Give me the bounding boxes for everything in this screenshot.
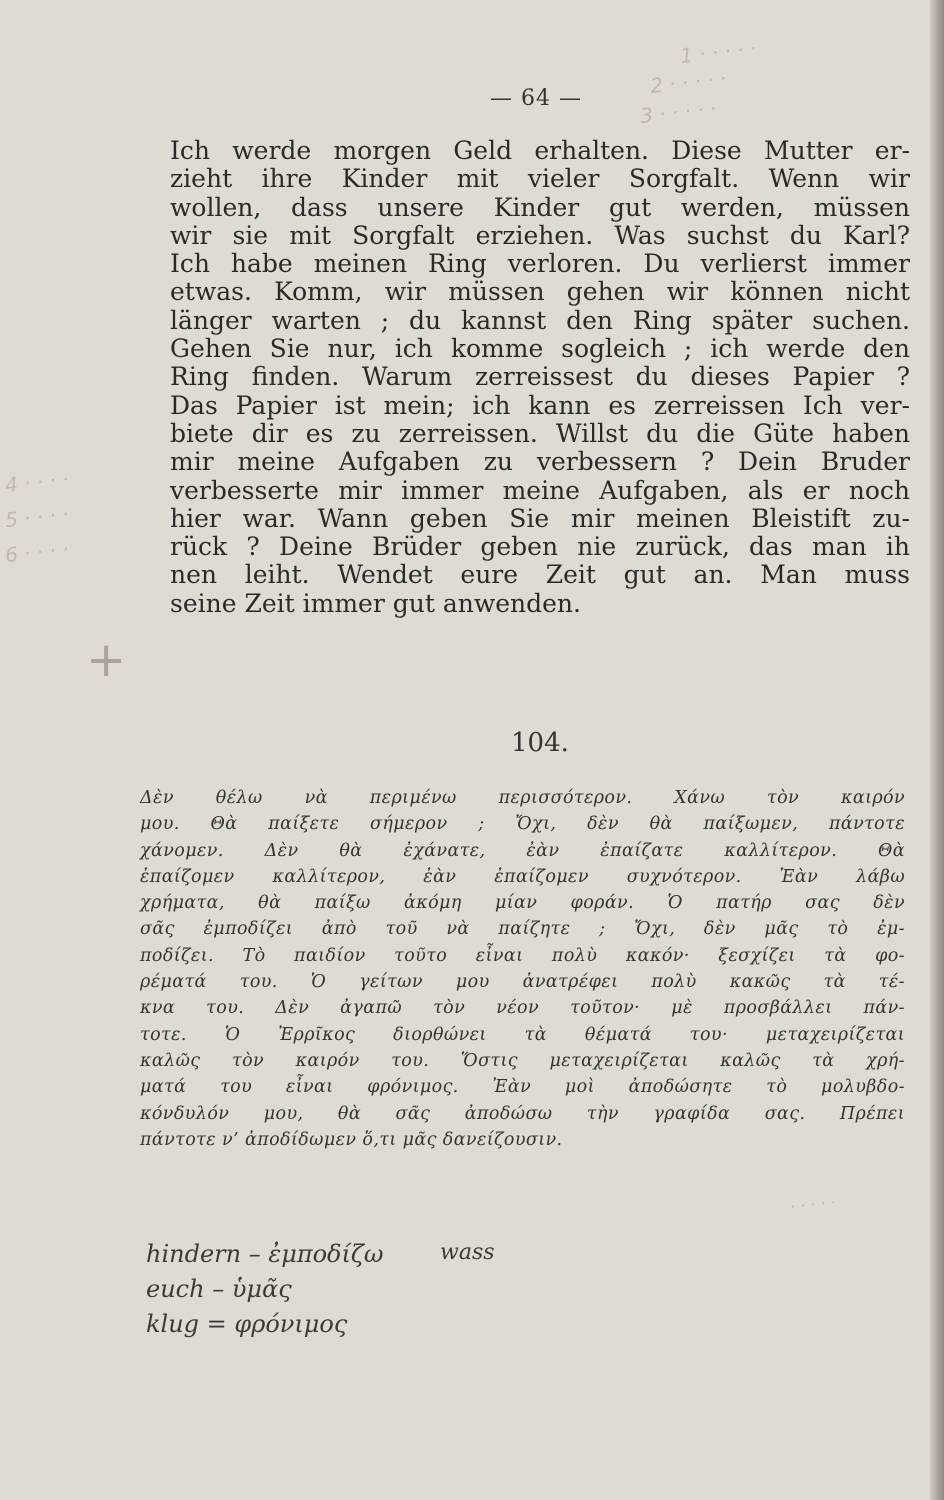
handwritten-note: wass <box>440 1240 495 1265</box>
text-line: ἐπαίζομεν καλλίτερον, ἐὰν ἐπαίζομεν συχνότερον. Ἐὰν λάβω <box>140 866 905 887</box>
text-line: wollen, dass unsere Kinder gut werden, müssen <box>170 192 910 222</box>
faint-margin-note: · · · · · <box>789 1192 837 1217</box>
text-line: wir sie mit Sorgfalt erziehen. Was suchst du Karl? <box>170 220 910 250</box>
greek-exercise-text <box>140 785 905 1153</box>
text-line: ρέματά του. Ὁ γείτων μου ἀνατρέφει πολὺ κακῶς τὰ τέ- <box>140 972 905 993</box>
faint-pencil-note: 3 · · · · · <box>638 96 718 128</box>
text-line: nen leiht. Wendet eure Zeit gut an. Man muss <box>170 560 910 590</box>
text-line: Gehen Sie nur, ich komme sogleich ; ich werde den <box>170 334 910 364</box>
handwritten-note: euch – ὑμᾶς <box>146 1275 292 1303</box>
page-number: — 64 — <box>490 86 582 111</box>
text-line: τοτε. Ὁ Ἐρρῖκος διορθώνει τὰ θέματά του· μεταχειρίζεται <box>140 1024 905 1045</box>
text-line: rück ? Deine Brüder geben nie zurück, das man ih <box>170 532 910 562</box>
german-exercise-text <box>170 137 910 618</box>
text-line: Δὲν θέλω νὰ περιμένω περισσότερον. Χάνω τὸν καιρόν <box>140 788 905 808</box>
text-line: καλῶς τὸν καιρόν του. Ὅστις μεταχειρίζεται καλῶς τὰ χρή- <box>140 1050 905 1071</box>
text-line: Ich habe meinen Ring verloren. Du verlierst immer <box>170 249 910 279</box>
text-line: κνα του. Δὲν ἀγαπῶ τὸν νέον τοῦτον· μὲ προσβάλλει πάν- <box>140 998 905 1019</box>
text-line: mir meine Aufgaben zu verbessern ? Dein Bruder <box>170 447 910 477</box>
text-line: etwas. Komm, wir müssen gehen wir können nicht <box>170 277 910 307</box>
page-edge-shadow <box>930 0 944 1500</box>
text-line: πάντοτε ν’ ἀποδίδωμεν ὅ,τι μᾶς δανείζουσιν. <box>140 1129 563 1150</box>
text-line: κόνδυλόν μου, θὰ σᾶς ἀποδώσω τὴν γραφίδα σας. Πρέπει <box>140 1103 905 1124</box>
text-line: Ring finden. Warum zerreissest du dieses Papier ? <box>170 362 910 392</box>
text-line: verbesserte mir immer meine Aufgaben, als er noch <box>170 475 910 505</box>
text-line: χρήματα, θὰ παίξω ἀκόμη μίαν φοράν. Ὁ πατήρ σας δὲν <box>140 893 905 914</box>
text-line: σᾶς ἐμποδίζει ἀπὸ τοῦ νὰ παίζητε ; Ὄχι, δὲν μᾶς τὸ ἐμ- <box>140 919 905 940</box>
text-line: ποδίζει. Τὸ παιδίον τοῦτο εἶναι πολὺ κακόν· ξεσχίζει τὰ φο- <box>140 945 905 966</box>
faint-margin-note: 4 · · · · <box>3 466 70 498</box>
faint-pencil-note: 2 · · · · · <box>648 66 728 98</box>
text-line: μου. Θὰ παίξετε σήμερον ; Ὄχι, δὲν θὰ παίξωμεν, πάντοτε <box>140 814 905 835</box>
handwritten-note: hindern – ἐμποδίζω <box>146 1240 384 1268</box>
text-line: Ich werde morgen Geld erhalten. Diese Mutter er- <box>170 136 910 165</box>
text-line: seine Zeit immer gut anwenden. <box>170 588 581 618</box>
text-line: biete dir es zu zerreissen. Willst du die Güte haben <box>170 418 910 448</box>
handwritten-note: klug = φρόνιμος <box>146 1310 348 1338</box>
faint-pencil-note: 1 · · · · · <box>678 36 758 68</box>
text-line: zieht ihre Kinder mit vieler Sorgfalt. Wenn wir <box>170 164 910 194</box>
text-line: länger warten ; du kannst den Ring später suchen. <box>170 305 910 335</box>
text-line: ματά του εἶναι φρόνιμος. Ἐὰν μοὶ ἀποδώσητε τὸ μολυβδο- <box>140 1077 905 1098</box>
faint-margin-note: 5 · · · · <box>3 501 70 533</box>
text-line: hier war. Wann geben Sie mir meinen Bleistift zu- <box>170 503 910 533</box>
text-line: χάνομεν. Δὲν θὰ ἐχάνατε, ἐὰν ἐπαίζατε καλλίτερον. Θὰ <box>140 840 905 861</box>
pencil-cross-mark: + <box>86 632 127 688</box>
faint-margin-note: 6 · · · · <box>3 536 70 568</box>
text-line: Das Papier ist mein; ich kann es zerreissen Ich ver- <box>170 390 910 420</box>
section-number: 104. <box>511 728 569 758</box>
